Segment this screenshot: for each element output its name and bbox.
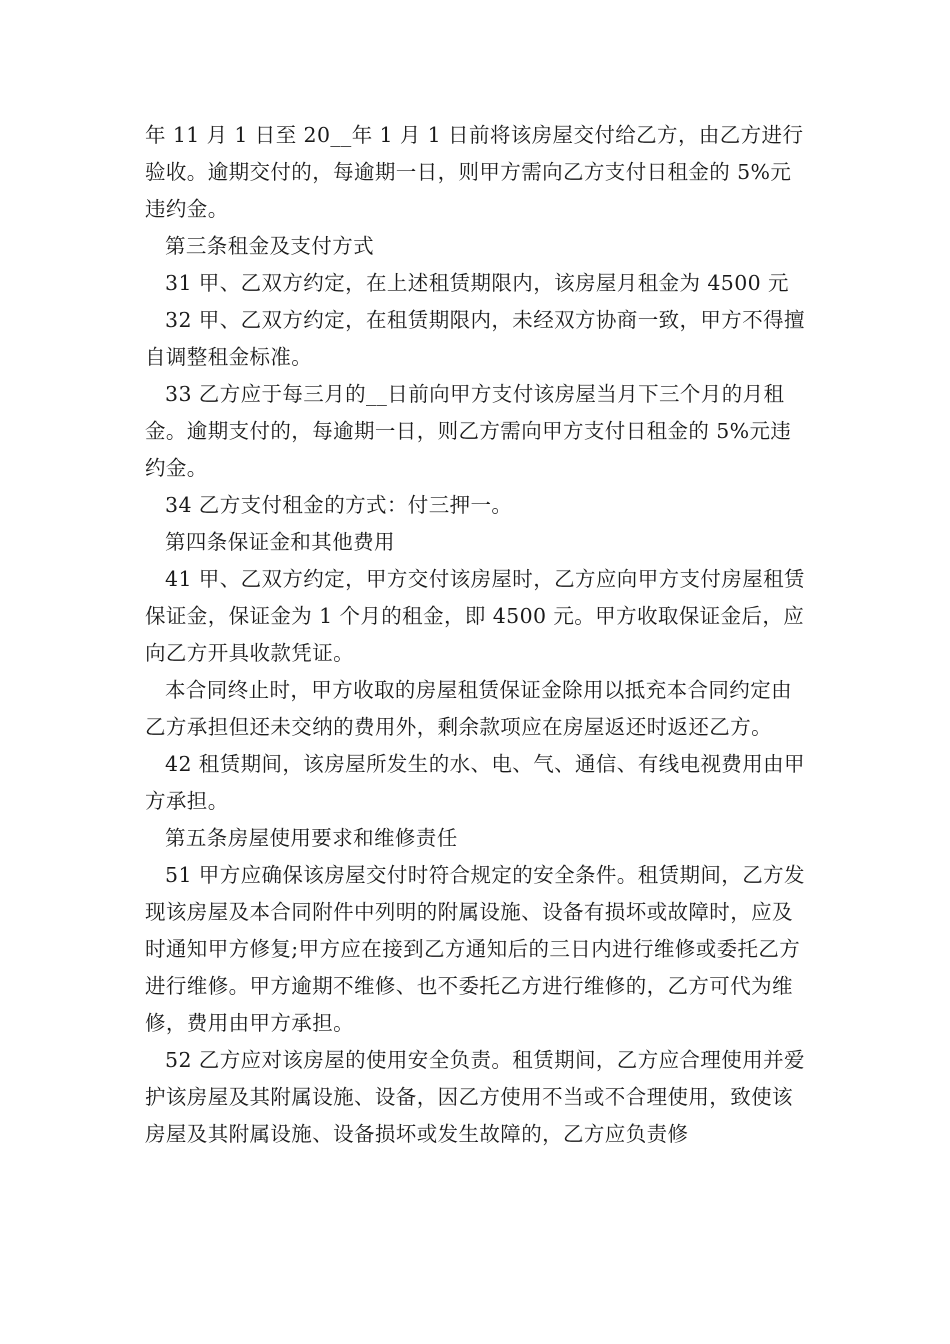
heading-article-5: 第五条房屋使用要求和维修责任 <box>165 826 458 850</box>
heading-article-3: 第三条租金及支付方式 <box>165 234 374 258</box>
clause-5-1: 51 甲方应确保该房屋交付时符合规定的安全条件。租赁期间，乙方发现该房屋及本合同附件中列明的附属设施、设备有损坏或故障时，应及时通知甲方修复;甲方应在接到乙方通知后的三日内进行维修或委托乙方进行维修。甲方逾期不维修、也不委托乙方进行维修的，乙方可代为维修，费用由甲方承担。 <box>145 863 805 1035</box>
heading-article-4: 第四条保证金和其他费用 <box>165 530 395 554</box>
clause-4-2: 42 租赁期间，该房屋所发生的水、电、气、通信、有线电视费用由甲方承担。 <box>145 752 805 813</box>
document-body <box>145 117 810 1153</box>
paragraph-delivery-terms: 年 11 月 1 日至 20__年 1 月 1 日前将该房屋交付给乙方，由乙方进行验收。逾期交付的，每逾期一日，则甲方需向乙方支付日租金的 5%元违约金。 <box>145 123 804 221</box>
clause-3-4: 34 乙方支付租金的方式：付三押一。 <box>165 493 513 517</box>
clause-3-1: 31 甲、乙双方约定，在上述租赁期限内，该房屋月租金为 4500 元 <box>165 271 789 295</box>
clause-4-1: 41 甲、乙双方约定，甲方交付该房屋时，乙方应向甲方支付房屋租赁保证金，保证金为 1 个月的租金，即 4500 元。甲方收取保证金后，应向乙方开具收款凭证。 <box>145 567 805 665</box>
clause-5-2: 52 乙方应对该房屋的使用安全负责。租赁期间，乙方应合理使用并爱护该房屋及其附属设施、设备，因乙方使用不当或不合理使用，致使该房屋及其附属设施、设备损坏或发生故障的，乙方应负责修 <box>145 1048 805 1146</box>
clause-3-2: 32 甲、乙双方约定，在租赁期限内，未经双方协商一致，甲方不得擅自调整租金标准。 <box>145 308 805 369</box>
paragraph-deposit-return: 本合同终止时，甲方收取的房屋租赁保证金除用以抵充本合同约定由乙方承担但还未交纳的费用外，剩余款项应在房屋返还时返还乙方。 <box>145 678 792 739</box>
clause-3-3: 33 乙方应于每三月的__日前向甲方支付该房屋当月下三个月的月租金。逾期支付的，每逾期一日，则乙方需向甲方支付日租金的 5%元违约金。 <box>145 382 792 480</box>
